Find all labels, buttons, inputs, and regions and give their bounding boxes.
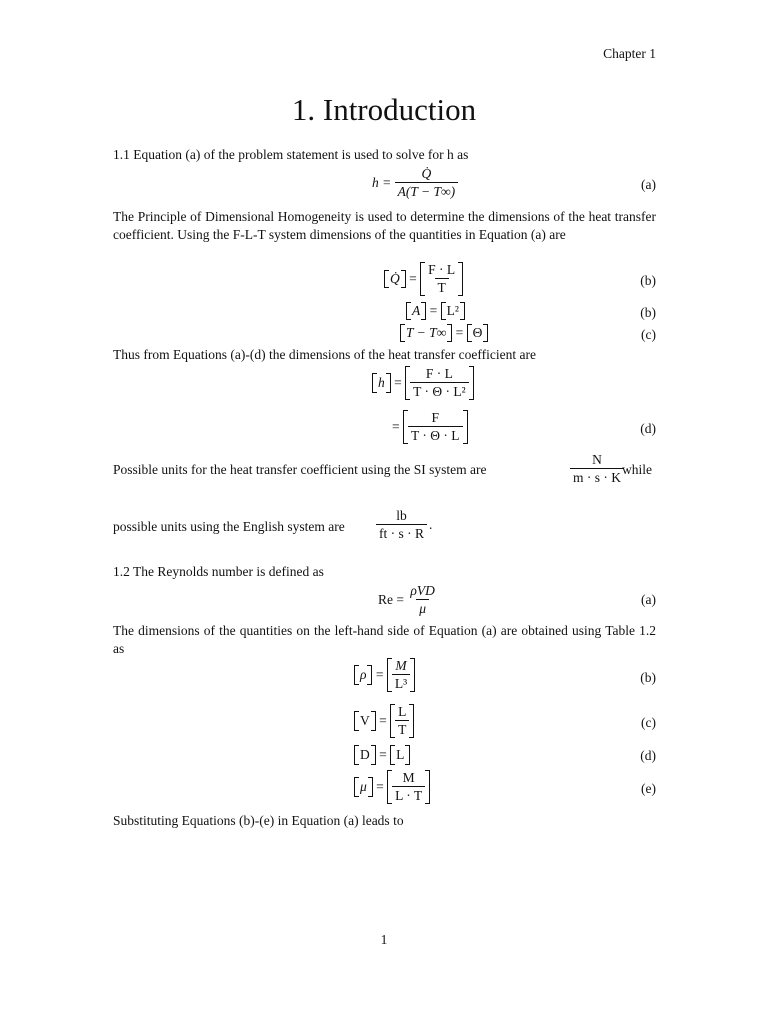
eq-rhs: L²: [446, 303, 459, 318]
eq-denominator: A(T − T∞): [395, 182, 459, 200]
equation-1-1-b2: A = L²: [406, 302, 465, 320]
eq-numerator: L: [398, 704, 407, 719]
eq-tag: (e): [641, 781, 656, 796]
eq-lhs: ρ: [360, 667, 367, 682]
eq-denominator: m · s · K: [570, 468, 624, 486]
si-units-fraction: [570, 452, 624, 486]
eq-lhs: h: [378, 375, 385, 390]
equation-1-2-c: V = $\frac{L}{T}$: [354, 704, 414, 738]
chapter-header: Chapter 1: [603, 46, 656, 61]
eq-numerator: F: [431, 410, 439, 425]
section-1-1-paragraph-2: Thus from Equations (a)-(d) the dimensions of the heat transfer coefficient are: [113, 347, 536, 362]
si-units-text: Possible units for the heat transfer coefficient using the SI system are: [113, 462, 487, 477]
page-title: 1. Introduction: [291, 92, 477, 127]
eq-denominator: L · T: [392, 786, 425, 804]
eq-numerator: ρVD: [410, 583, 435, 598]
section-1-1-intro: 1.1 Equation (a) of the problem statement is used to solve for h as: [113, 147, 469, 162]
equation-1-1-a: [372, 166, 458, 200]
equation-1-1-h2: = $\frac{F}{T \cdot \Theta \cdot L}$: [392, 410, 468, 444]
eq-fraction: [392, 658, 410, 692]
eq-fraction: [407, 583, 437, 617]
equation-1-1-b1: Q̇ = $\frac{F \cdot L}{T}$: [384, 262, 463, 296]
eq-numerator: M: [395, 658, 407, 673]
eq-denominator: T · Θ · L²: [410, 382, 469, 400]
eq-fraction: [395, 166, 459, 200]
eq-tag: (d): [640, 421, 656, 436]
eq-lhs: A: [412, 303, 421, 318]
section-1-2-paragraph: The dimensions of the quantities on the left-hand side of Equation (a) are obtained using Table 1.2 as: [113, 623, 656, 656]
eq-tag: (a): [641, 177, 656, 192]
section-1-2-intro: 1.2 The Reynolds number is defined as: [113, 564, 324, 579]
equation-1-2-a: [378, 583, 438, 617]
eq-tag: (b): [640, 305, 656, 320]
eq-denominator: T: [395, 720, 409, 738]
english-units-fraction: $\frac{lb}{ft \cdot s \cdot R}$ .: [376, 508, 432, 542]
eq-tag: (c): [641, 327, 656, 342]
eq-fraction: [410, 366, 469, 400]
eq-rhs: L: [396, 747, 405, 762]
eq-lhs: D: [360, 747, 370, 762]
eq-lhs: h =: [372, 175, 392, 190]
eq-fraction: [425, 262, 458, 296]
eq-tag: (b): [640, 273, 656, 288]
eq-lhs: T − T∞: [406, 325, 447, 340]
eq-denominator: ft · s · R: [376, 524, 427, 542]
eq-rhs: Θ: [472, 325, 483, 340]
eq-numerator: F · L: [425, 366, 453, 381]
equation-1-2-d: D = L: [354, 745, 410, 765]
eq-tag: (c): [641, 715, 656, 730]
english-units-text: possible units using the English system are: [113, 519, 345, 534]
eq-numerator: F · L: [428, 262, 456, 277]
eq-fraction: [392, 770, 425, 804]
eq-fraction: [408, 410, 463, 444]
si-while-text: while: [622, 462, 652, 477]
equation-1-1-h1: h = $\frac{F \cdot L}{\text{T · Θ · L²}}$: [372, 366, 474, 400]
eq-lhs: V: [360, 713, 370, 728]
eq-numerator: M: [402, 770, 415, 785]
page-number: 1: [380, 932, 388, 947]
eq-lhs: Q̇: [390, 271, 400, 286]
eq-numerator: N: [592, 452, 602, 467]
eq-denominator: μ: [416, 599, 429, 617]
eq-lhs: Re =: [378, 592, 404, 607]
eq-denominator: L³: [392, 674, 410, 692]
eq-tag: (b): [640, 670, 656, 685]
eq-denominator: T: [435, 278, 449, 296]
equation-1-2-b: ρ = $\frac{M}{\text{L³}}$: [354, 658, 415, 692]
eq-numerator: lb: [396, 508, 407, 523]
eq-lhs: μ: [360, 779, 367, 794]
section-1-1-paragraph: The Principle of Dimensional Homogeneity is used to determine the dimensions of the heat transfer coefficient. Using the F-L-T system dimensions of the quantities in Equation (a) are: [113, 209, 656, 242]
section-1-2-closing: Substituting Equations (b)-(e) in Equation (a) leads to: [113, 813, 404, 828]
eq-tag: (a): [641, 592, 656, 607]
eq-numerator: Q̇: [421, 166, 432, 181]
equation-1-2-e: μ = $\frac{M}{L \cdot T}$: [354, 770, 430, 804]
eq-tag: (d): [640, 748, 656, 763]
equation-1-1-c: T − T∞ = Θ: [400, 324, 488, 342]
eq-denominator: T · Θ · L: [408, 426, 463, 444]
eq-fraction: [395, 704, 409, 738]
